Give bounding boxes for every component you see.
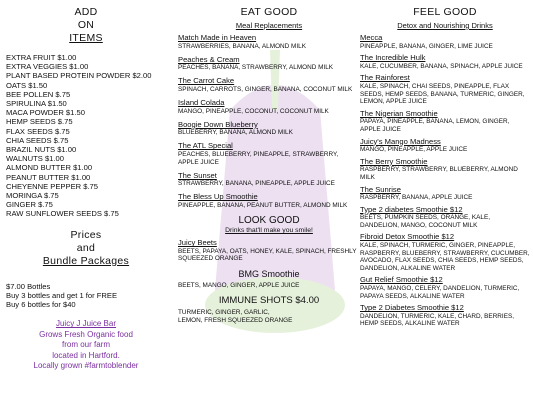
add-on-heading-2: ON [77, 19, 95, 31]
add-on-heading-1: ADD [74, 6, 98, 18]
menu-item-name: Juicy's Mango Madness [360, 136, 441, 146]
menu-item-name: The Sunrise [360, 184, 401, 194]
menu-item-desc: RASPBERRY, BANANA, APPLE JUICE [360, 194, 473, 202]
menu-item [178, 77, 360, 93]
menu-item [360, 304, 530, 328]
bmg-smoothie-name: BMG Smoothie [238, 268, 300, 279]
menu-item [178, 193, 360, 209]
menu-item-desc: PINEAPPLE, BANANA, PEANUT BUTTER, ALMOND MILK [178, 202, 348, 209]
menu-item-desc: STRAWBERRY, BANANA, PINEAPPLE, APPLE JUICE [178, 180, 335, 188]
menu-item-desc: RASPBERRY, STRAWBERRY, BLUEBERRY, ALMOND MILK [360, 166, 518, 181]
menu-item-name: Fibroid Detox Smoothie $12 [360, 232, 455, 242]
menu-item [178, 172, 360, 188]
add-on-item: CHIA SEEDS $.75 [6, 135, 69, 145]
add-on-item: OATS $1.50 [6, 80, 48, 90]
add-on-item: GINGER $.75 [6, 200, 53, 210]
menu-item-name: Juicy Beets [178, 238, 217, 248]
add-on-item: SPIRULINA $1.50 [6, 99, 67, 109]
eat-good-title: EAT GOOD [240, 6, 298, 18]
menu-item [178, 56, 360, 72]
menu-item-name: The Nigerian Smoothie [360, 108, 438, 118]
immune-shots-title: IMMUNE SHOTS $4.00 [218, 295, 320, 307]
bmg-smoothie-desc: BEETS, MANGO, GINGER, APPLE JUICE [178, 281, 300, 289]
prices-heading-3: Bundle Packages [42, 254, 130, 267]
menu-item-name: The Rainforest [360, 73, 410, 83]
menu-item-name: Gut Relief Smoothie $12 [360, 275, 443, 285]
menu-item-desc: PEACHES, BANANA, STRAWBERRY, ALMOND MILK [178, 64, 334, 72]
menu-item [178, 99, 360, 115]
add-on-item: HEMP SEEDS $.75 [6, 117, 73, 127]
menu-item-name: The Incredible Hulk [360, 53, 426, 63]
menu-item-desc: SPINACH, CARROTS, GINGER, BANANA, COCONUT MILK [178, 85, 353, 93]
add-on-item: MORINGA $.75 [6, 191, 59, 201]
menu-item-desc: MANGO, PINEAPPLE, COCONUT, COCONUT MILK [178, 107, 329, 115]
menu-item [360, 186, 530, 202]
feel-good-subtitle: Detox and Nourishing Drinks [397, 21, 493, 30]
promo-block [6, 319, 166, 372]
prices-heading-1: Prices [70, 228, 102, 241]
add-on-item: PEANUT BUTTER $1.00 [6, 172, 91, 182]
menu-item-name: The Berry Smoothie [360, 156, 428, 166]
menu-item [360, 74, 530, 105]
add-on-item: ALMOND BUTTER $1.00 [6, 163, 93, 173]
menu-item-desc: BEETS, PUMPKIN SEEDS, ORANGE, KALE, DANDELION, MANGO, COCONUT MILK [360, 214, 490, 229]
menu-item-desc: BLUEBERRY, BANANA, ALMOND MILK [178, 129, 293, 137]
add-on-item: CHEYENNE PEPPER $.75 [6, 181, 99, 191]
bmg-smoothie [178, 269, 360, 290]
add-on-heading-3: ITEMS [69, 32, 103, 44]
look-good-title: LOOK GOOD [238, 215, 300, 227]
prices-section [6, 229, 166, 310]
promo-line: Grows Fresh Organic food [39, 329, 133, 339]
promo-name: Juicy J Juice Bar [55, 319, 117, 329]
menu-item-desc: BEETS, PAPAYA, OATS, HONEY, KALE, SPINACH, FRESHLY SQUEEZED ORANGE [178, 247, 357, 263]
menu-item [360, 276, 530, 300]
menu-item-desc: PAPAYA, MANGO, CELERY, DANDELION, TURMERIC, PAPAYA SEEDS, ALKALINE WATER [360, 285, 520, 300]
add-on-item: EXTRA VEGGIES $1.00 [6, 62, 89, 72]
menu-item [360, 138, 530, 154]
feel-good-column [360, 6, 530, 332]
menu-item-name: The Bless Up Smoothie [178, 192, 258, 202]
add-on-item: PLANT BASED PROTEIN POWDER $2.00 [6, 71, 152, 81]
menu-item-desc: KALE, SPINACH, TURMERIC, GINGER, PINEAPPLE, RASPBERRY, BLUEBERRY, STRAWBERRY, CUCUMBER, AVOCADO, FLAX SEEDS, CHIA SEEDS, HEMP SEEDS, DANDELION, ALKALINE WATER [360, 242, 530, 272]
add-on-item: MACA POWDER $1.50 [6, 108, 85, 118]
menu-item-name: Type 2 diabetes Smoothie $12 [360, 204, 463, 214]
menu-item-name: The Carrot Cake [178, 76, 235, 86]
feel-good-title: FEEL GOOD [413, 6, 477, 18]
immune-shots-line: LEMON, FRESH SQUEEZED ORANGE [178, 317, 293, 325]
add-on-item: EXTRA FRUIT $1.00 [6, 53, 77, 62]
eat-good-subtitle: Meal Replacements [235, 21, 303, 30]
menu-item [360, 110, 530, 134]
eat-good-column [178, 6, 360, 325]
menu-item-name: Match Made in Heaven [178, 33, 257, 42]
add-on-item: RAW SUNFLOWER SEEDS $.75 [6, 209, 119, 219]
price-line: $7.00 Bottles [6, 281, 51, 291]
menu-item [178, 121, 360, 137]
add-on-column [6, 6, 166, 372]
menu-item [178, 142, 360, 166]
menu-item-name: Island Colada [178, 98, 225, 108]
menu-item [360, 206, 530, 230]
menu-item-name: Type 2 Diabetes Smoothie $12 [360, 303, 464, 313]
add-on-item: BEE POLLEN $.75 [6, 89, 71, 99]
menu-item-name: Peaches & Cream [178, 54, 240, 64]
menu-item [360, 34, 530, 50]
menu-item [360, 54, 530, 70]
menu-item-name: The Sunset [178, 170, 217, 180]
menu-item-name: The ATL Special [178, 141, 233, 151]
menu-item-desc: KALE, SPINACH, CHAI SEEDS, PINEAPPLE, FLAX SEEDS, HEMP SEEDS, BANANA, TURMERIC, GINGER, LEMON, APPLE JUICE [360, 82, 525, 106]
menu-item-desc: MANGO, PINEAPPLE, APPLE JUICE [360, 146, 468, 154]
menu-item [178, 34, 360, 50]
promo-line: located in Hartford. [52, 350, 120, 360]
menu-item-name: Mecca [360, 33, 383, 42]
immune-shots-line: TURMERIC, GINGER, GARLIC, [178, 309, 270, 317]
promo-line: from our farm [61, 340, 110, 350]
price-line: Buy 3 bottles and get 1 for FREE [6, 290, 118, 300]
menu-item [360, 233, 530, 272]
add-on-item: FLAX SEEDS $.75 [6, 126, 70, 136]
menu-item-desc: STRAWBERRIES, BANANA, ALMOND MILK [178, 42, 306, 50]
menu-item-desc: PINEAPPLE, BANANA, GINGER, LIME JUICE [360, 42, 493, 50]
price-lines [6, 282, 166, 310]
menu-item-desc: PAPAYA, PINEAPPLE, BANANA, LEMON, GINGER, APPLE JUICE [360, 118, 510, 133]
add-on-item: WALNUTS $1.00 [6, 154, 64, 164]
menu-item [360, 158, 530, 182]
add-on-item: BRAZIL NUTS $1.00 [6, 145, 77, 155]
prices-heading-2: and [76, 241, 96, 254]
menu-item-desc: DANDELION, TURMERIC, KALE, CHARD, BERRIES, HEMP SEEDS, ALKALINE WATER [360, 312, 514, 328]
menu-item [178, 239, 360, 263]
menu-item-desc: PEACHES, BLUEBERRY, PINEAPPLE, STRAWBERRY, APPLE JUICE [178, 151, 339, 166]
look-good-subtitle: Drinks that'll make you smile! [225, 227, 313, 235]
menu-item-desc: KALE, CUCUMBER, BANANA, SPINACH, APPLE JUICE [360, 62, 523, 70]
price-line: Buy 6 bottles for $40 [6, 300, 76, 310]
promo-hashtag: Locally grown #farmtoblender [33, 361, 139, 371]
add-on-list [6, 53, 166, 219]
menu-item-name: Boogie Down Blueberry [178, 119, 258, 129]
